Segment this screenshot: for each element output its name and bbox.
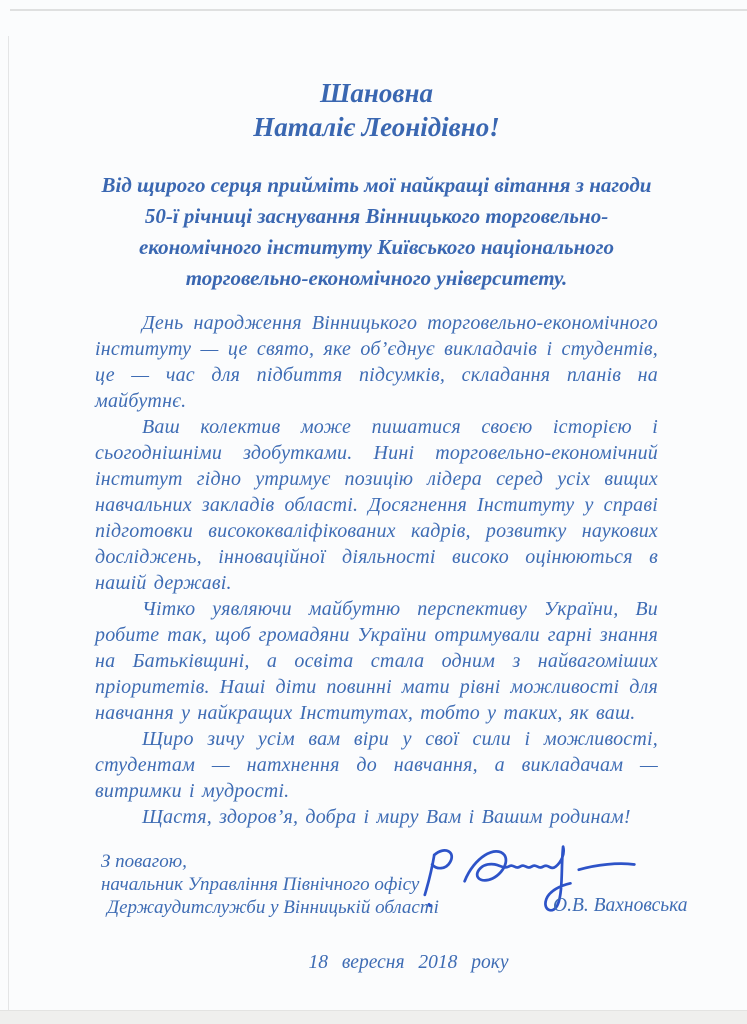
body-paragraph-4: Щиро зичу усім вам віри у свої сили і можливості, студентам — натхнення до навчання, а викладачам — витримки і мудрості. xyxy=(95,728,658,802)
salutation-line-1: Шановна xyxy=(320,78,433,108)
salutation-line-2: Наталіє Леонідівно! xyxy=(253,112,500,142)
body-paragraph-5: Щастя, здоров’я, добра і миру Вам і Вашим родинам! xyxy=(142,806,631,828)
scan-edge-bottom xyxy=(0,1010,747,1024)
signer-name: О.В. Вахновська xyxy=(553,895,688,916)
salutation xyxy=(95,76,658,144)
letter-body xyxy=(95,310,658,830)
intro-paragraph: Від щирого серця прийміть мої найкращі вітання з нагоди 50-ї річниці заснування Вінницького торговельно-економічного інституту Київського національного торговельно-економічного університету. xyxy=(101,173,652,290)
closing-block xyxy=(101,850,688,936)
body-paragraph-1: День народження Вінницького торговельно-економічного інституту — це свято, яке об’єднує викладачів і студентів, це — час для підбиття підсумків, складання планів на майбутнє. xyxy=(95,312,658,412)
body-paragraph-2: Ваш колектив може пишатися своєю історією і сьогоднішніми здобутками. Нині торговельно-економічний інститут гідно утримує позицію лідера серед усіх вищих навчальних закладів області. Досягнення Інституту у справі підготовки висококваліфікованих кадрів, розвитку наукових досліджень, інноваційної діяльності високо оцінюються в нашій державі. xyxy=(95,416,658,594)
closing-regards: З повагою, xyxy=(101,851,187,872)
closing-title-line-2: Держаудитслужби у Вінницькій області xyxy=(107,897,439,918)
body-paragraph-3: Чітко уявляючи майбутню перспективу України, Ви робите так, щоб громадяни України отримували гарні знання на Батьківщині, а освіта стала одним з найвагоміших пріоритетів. Наші діти повинні мати рівні можливості для навчання у найкращих Інститутах, тобто у таких, як ваш. xyxy=(95,598,658,724)
closing-title-line-1: начальник Управління Північного офісу xyxy=(101,874,420,895)
date-line: 18 вересня 2018 року xyxy=(308,952,509,973)
